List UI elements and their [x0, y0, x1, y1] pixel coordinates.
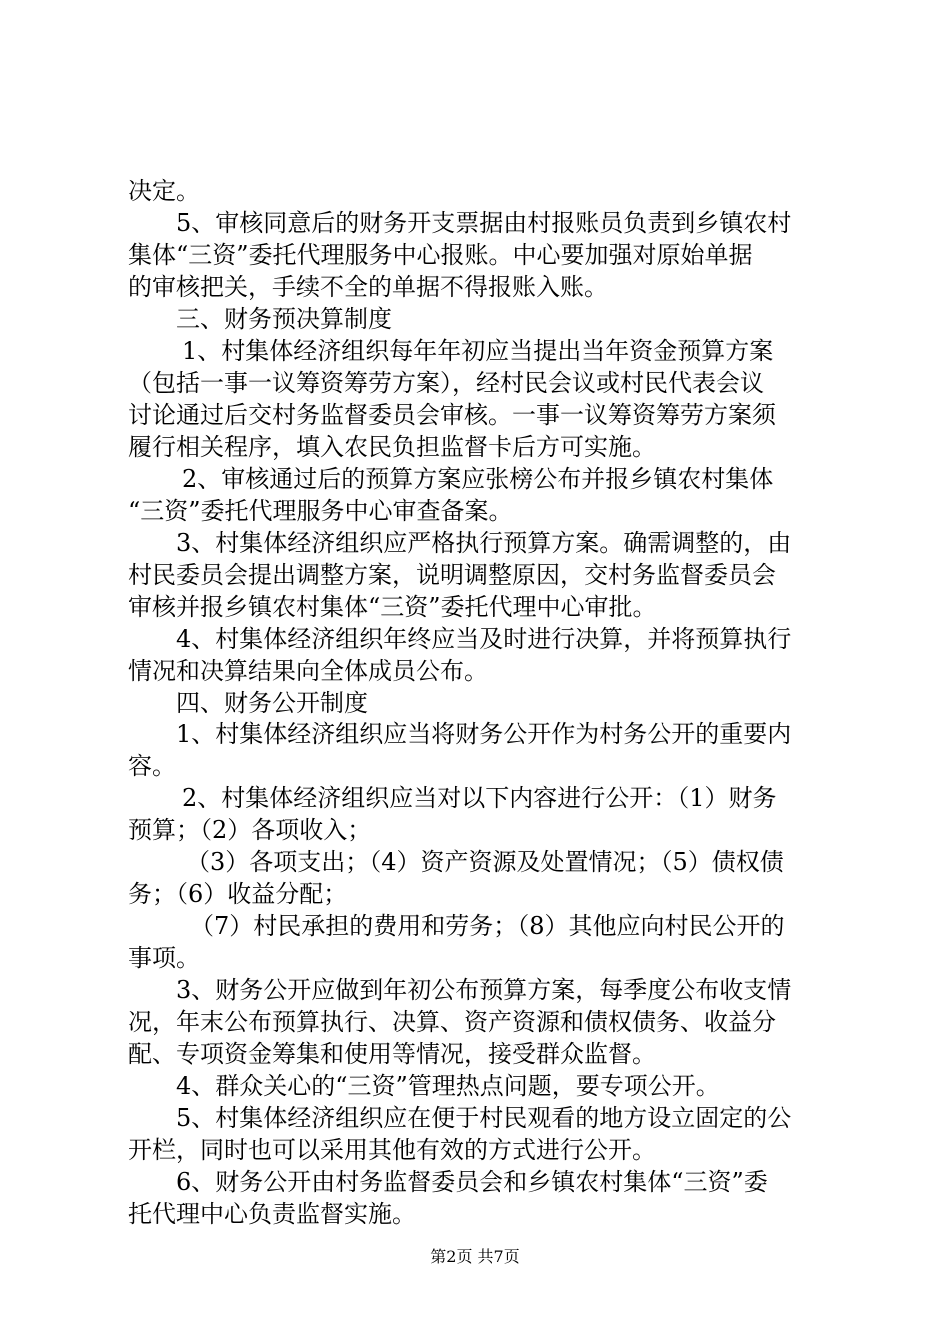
- text-line: 事项。: [128, 944, 200, 972]
- text-line: 6、财务公开由村务监督委员会和乡镇农村集体“三资”委: [176, 1168, 768, 1196]
- text-line: 1、村集体经济组织每年年初应当提出当年资金预算方案: [182, 337, 774, 365]
- text-line: 配、专项资金筹集和使用等情况，接受群众监督。: [128, 1040, 656, 1068]
- text-line: 1、村集体经济组织应当将财务公开作为村务公开的重要内: [176, 720, 792, 748]
- text-line: 务；（6）收益分配；: [128, 880, 348, 908]
- text-line: 的审核把关，手续不全的单据不得报账入账。: [128, 273, 608, 301]
- section-heading: 四、财务公开制度: [176, 689, 368, 717]
- text-line: 3、财务公开应做到年初公布预算方案，每季度公布收支情: [176, 976, 792, 1004]
- text-line: 4、群众关心的“三资”管理热点问题，要专项公开。: [176, 1072, 720, 1100]
- text-line: 2、审核通过后的预算方案应张榜公布并报乡镇农村集体: [182, 465, 774, 493]
- text-line: 5、村集体经济组织应在便于村民观看的地方设立固定的公: [176, 1104, 792, 1132]
- text-line: 3、村集体经济组织应严格执行预算方案。确需调整的，由: [176, 529, 792, 557]
- text-line: 决定。: [128, 177, 200, 205]
- text-line: 4、村集体经济组织年终应当及时进行决算，并将预算执行: [176, 625, 792, 653]
- section-heading: 三、财务预决算制度: [176, 305, 392, 333]
- text-line: 况，年末公布预算执行、决算、资产资源和债权债务、收益分: [128, 1008, 776, 1036]
- page-number-footer: 第2页 共7页: [430, 1247, 520, 1266]
- text-line: 集体“三资”委托代理服务中心报账。中心要加强对原始单据: [128, 241, 753, 269]
- text-line: 5、审核同意后的财务开支票据由村报账员负责到乡镇农村: [176, 209, 792, 237]
- text-line: 托代理中心负责监督实施。: [128, 1200, 416, 1228]
- text-line: 村民委员会提出调整方案，说明调整原因，交村务监督委员会: [128, 561, 776, 589]
- text-line: （包括一事一议筹资筹劳方案），经村民会议或村民代表会议: [128, 369, 764, 397]
- text-line: 情况和决算结果向全体成员公布。: [128, 657, 488, 685]
- text-line: 预算；（2）各项收入；: [128, 816, 372, 844]
- text-line: “三资”委托代理服务中心审查备案。: [128, 497, 513, 525]
- text-line: （7）村民承担的费用和劳务；（8）其他应向村民公开的: [190, 912, 785, 940]
- text-line: 容。: [128, 752, 176, 780]
- text-line: 履行相关程序，填入农民负担监督卡后方可实施。: [128, 433, 656, 461]
- text-line: 2、村集体经济组织应当对以下内容进行公开：（1）财务: [182, 784, 777, 812]
- text-line: 开栏，同时也可以采用其他有效的方式进行公开。: [128, 1136, 656, 1164]
- text-line: （3）各项支出；（4）资产资源及处置情况；（5）债权债: [186, 848, 784, 876]
- text-line: 审核并报乡镇农村集体“三资”委托代理中心审批。: [128, 593, 657, 621]
- text-line: 讨论通过后交村务监督委员会审核。一事一议筹资筹劳方案须: [128, 401, 776, 429]
